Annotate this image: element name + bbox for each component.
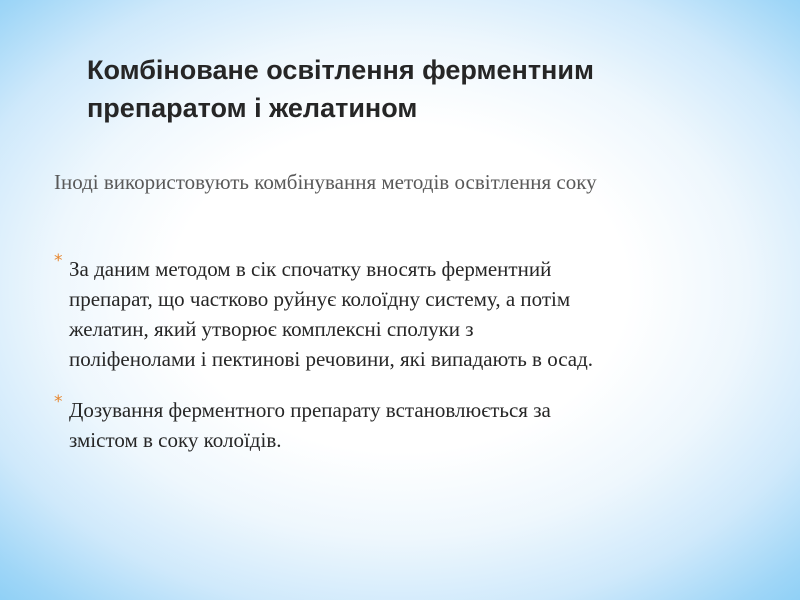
bullet-1-line-2: препарат, що частково руйнує колоїдну систему, а потім <box>69 287 571 311</box>
slide-title-line-2: препаратом і желатином <box>87 93 418 123</box>
asterisk-bullet-icon: * <box>54 251 63 271</box>
bullet-1-line-1: За даним методом в сік спочатку вносять ферментний <box>69 257 552 281</box>
slide-title-line-1: Комбіноване освітлення ферментним <box>87 55 594 85</box>
bullet-2-line-1: Дозування ферментного препарату встановлюється за <box>69 398 551 422</box>
asterisk-bullet-icon: * <box>54 392 63 412</box>
bullet-item-1 <box>54 251 754 374</box>
bullet-list <box>54 251 754 455</box>
slide-title <box>87 51 747 127</box>
bullet-2-line-2: змістом в соку колоїдів. <box>69 428 282 452</box>
bullet-1-line-3: желатин, який утворює комплексні сполуки з <box>69 317 474 341</box>
bullet-1-line-4: поліфенолами і пектинові речовини, які випадають в осад. <box>69 347 594 371</box>
intro-text: Іноді використовують комбінування методів освітлення соку <box>54 170 597 194</box>
bullet-item-2 <box>54 392 754 455</box>
